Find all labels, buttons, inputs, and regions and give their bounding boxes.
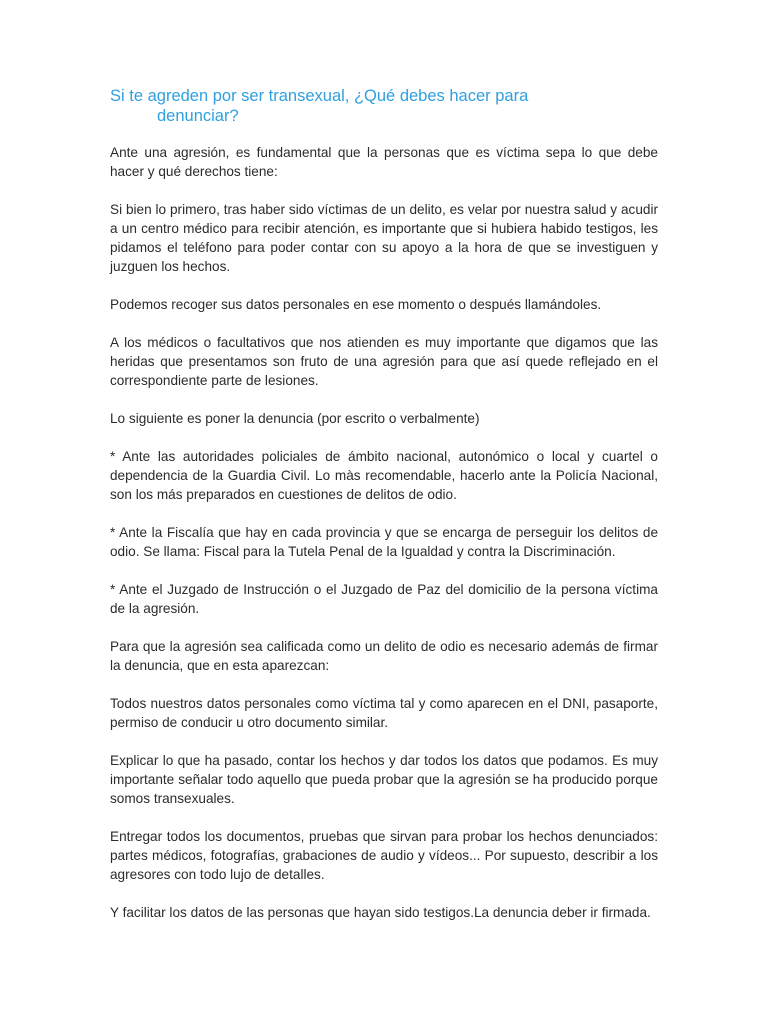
paragraph-evidence: Entregar todos los documentos, pruebas que sirvan para probar los hechos denunciados: partes médicos, fotografías, grabaciones de audio y vídeos... Por supuesto, describir a los agresores con todo lujo de detalles. bbox=[110, 829, 658, 882]
title-line-1: Si te agreden por ser transexual, ¿Qué debes hacer para bbox=[110, 87, 529, 105]
paragraph-court: * Ante el Juzgado de Instrucción o el Juzgado de Paz del domicilio de la persona víctima de la agresión. bbox=[110, 582, 658, 616]
paragraph-victim-data: Todos nuestros datos personales como víctima tal y como aparecen en el DNI, pasaporte, permiso de conducir u otro documento similar. bbox=[110, 696, 658, 730]
paragraph-personal-data: Podemos recoger sus datos personales en ese momento o después llamándoles. bbox=[110, 297, 602, 312]
paragraph-hate-crime: Para que la agresión sea calificada como un delito de odio es necesario además de firmar la denuncia, que en esta aparezcan: bbox=[110, 639, 658, 673]
document-body bbox=[110, 143, 658, 941]
paragraph-file-complaint: Lo siguiente es poner la denuncia (por escrito o verbalmente) bbox=[110, 411, 480, 426]
paragraph-police: * Ante las autoridades policiales de ámbito nacional, autonómico o local y cuartel o dependencia de la Guardia Civil. Lo màs recomendable, hacerlo ante la Policía Nacional, son los más preparados en cuestiones de delitos de odio. bbox=[110, 449, 658, 502]
paragraph-doctors: A los médicos o facultativos que nos atienden es muy importante que digamos que las heridas que presentamos son fruto de una agresión para que así quede reflejado en el correspondiente parte de lesiones. bbox=[110, 335, 658, 388]
paragraph-intro: Ante una agresión, es fundamental que la personas que es víctima sepa lo que debe hacer y qué derechos tiene: bbox=[110, 145, 658, 179]
paragraph-health-witnesses: Si bien lo primero, tras haber sido víctimas de un delito, es velar por nuestra salud y acudir a un centro médico para recibir atención, es importante que si hubiera habido testigos, les pidamos el teléfono para poder contar con su apoyo a la hora de que se investiguen y juzguen los hechos. bbox=[110, 202, 658, 274]
title-line-2: denunciar? bbox=[157, 107, 239, 125]
paragraph-explain-facts: Explicar lo que ha pasado, contar los hechos y dar todos los datos que podamos. Es muy importante señalar todo aquello que pueda probar que la agresión se ha producido porque somos transexuales. bbox=[110, 753, 658, 806]
document-title bbox=[110, 86, 650, 126]
paragraph-witness-data: Y facilitar los datos de las personas que hayan sido testigos.La denuncia deber ir firmada. bbox=[110, 905, 651, 920]
paragraph-prosecutor: * Ante la Fiscalía que hay en cada provincia y que se encarga de perseguir los delitos de odio. Se llama: Fiscal para la Tutela Penal de la Igualdad y contra la Discriminación. bbox=[110, 525, 658, 559]
